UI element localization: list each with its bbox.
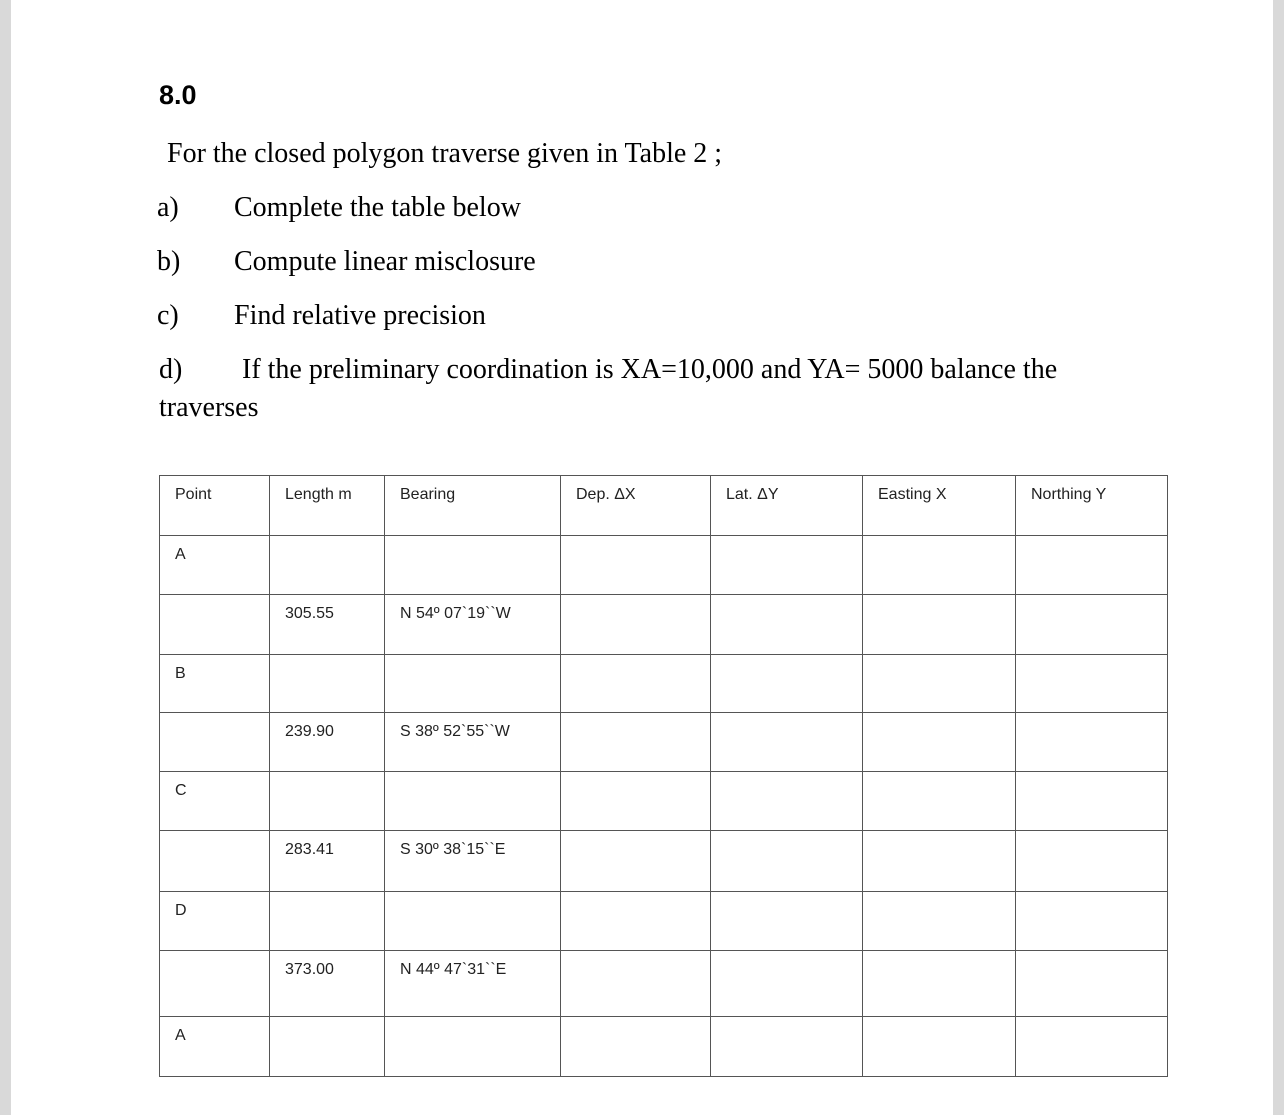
point-cell: A — [160, 536, 270, 595]
bearing-cell — [385, 655, 561, 713]
point-cell — [160, 951, 270, 1017]
easting-cell — [863, 892, 1016, 951]
item-a-label: a) — [157, 192, 179, 223]
bearing-cell — [385, 772, 561, 831]
easting-cell — [863, 655, 1016, 713]
intro-text: For the closed polygon traverse given in Table 2 ; — [167, 138, 723, 169]
item-a-text: Complete the table below — [234, 192, 521, 223]
length-cell — [270, 655, 385, 713]
point-cell — [160, 831, 270, 892]
length-cell: 373.00 — [270, 951, 385, 1017]
table-row — [160, 713, 1168, 772]
header-bearing: Bearing — [385, 476, 561, 536]
traverse-table — [159, 475, 1168, 1077]
northing-cell — [1016, 892, 1168, 951]
point-cell: D — [160, 892, 270, 951]
northing-cell — [1016, 831, 1168, 892]
length-cell — [270, 892, 385, 951]
item-c-text: Find relative precision — [234, 300, 486, 331]
latitude-cell — [711, 655, 863, 713]
item-d-continuation: traverses — [159, 392, 259, 423]
latitude-cell — [711, 951, 863, 1017]
table-row — [160, 536, 1168, 595]
point-cell: C — [160, 772, 270, 831]
easting-cell — [863, 536, 1016, 595]
header-northing: Northing Y — [1016, 476, 1168, 536]
length-cell: 305.55 — [270, 595, 385, 655]
departure-cell — [561, 536, 711, 595]
northing-cell — [1016, 1017, 1168, 1077]
table-row — [160, 772, 1168, 831]
easting-cell — [863, 1017, 1016, 1077]
point-cell — [160, 713, 270, 772]
length-cell: 239.90 — [270, 713, 385, 772]
latitude-cell — [711, 772, 863, 831]
header-point: Point — [160, 476, 270, 536]
item-d-label: d) — [159, 354, 183, 385]
bearing-cell — [385, 536, 561, 595]
northing-cell — [1016, 772, 1168, 831]
latitude-cell — [711, 713, 863, 772]
bearing-cell: N 44º 47`31``E — [385, 951, 561, 1017]
table-row — [160, 951, 1168, 1017]
northing-cell — [1016, 536, 1168, 595]
northing-cell — [1016, 655, 1168, 713]
latitude-cell — [711, 595, 863, 655]
table-row — [160, 1017, 1168, 1077]
point-cell: A — [160, 1017, 270, 1077]
length-cell — [270, 536, 385, 595]
table-row — [160, 595, 1168, 655]
item-b-label: b) — [157, 246, 181, 277]
header-length: Length m — [270, 476, 385, 536]
bearing-cell — [385, 1017, 561, 1077]
easting-cell — [863, 772, 1016, 831]
table-row — [160, 831, 1168, 892]
departure-cell — [561, 772, 711, 831]
northing-cell — [1016, 951, 1168, 1017]
length-cell — [270, 1017, 385, 1077]
easting-cell — [863, 831, 1016, 892]
departure-cell — [561, 655, 711, 713]
bearing-cell — [385, 892, 561, 951]
length-cell: 283.41 — [270, 831, 385, 892]
departure-cell — [561, 951, 711, 1017]
item-b-text: Compute linear misclosure — [234, 246, 536, 277]
latitude-cell — [711, 831, 863, 892]
table-row — [160, 892, 1168, 951]
document-page — [11, 0, 1273, 1115]
header-departure: Dep. ΔX — [561, 476, 711, 536]
departure-cell — [561, 892, 711, 951]
header-latitude: Lat. ΔY — [711, 476, 863, 536]
northing-cell — [1016, 713, 1168, 772]
section-heading: 8.0 — [159, 80, 197, 110]
point-cell — [160, 595, 270, 655]
latitude-cell — [711, 536, 863, 595]
departure-cell — [561, 1017, 711, 1077]
easting-cell — [863, 713, 1016, 772]
latitude-cell — [711, 1017, 863, 1077]
bearing-cell: S 30º 38`15``E — [385, 831, 561, 892]
item-d-text: If the preliminary coordination is XA=10,000 and YA= 5000 balance the — [242, 354, 1058, 385]
length-cell — [270, 772, 385, 831]
bearing-cell: N 54º 07`19``W — [385, 595, 561, 655]
header-easting: Easting X — [863, 476, 1016, 536]
easting-cell — [863, 951, 1016, 1017]
northing-cell — [1016, 595, 1168, 655]
departure-cell — [561, 595, 711, 655]
bearing-cell: S 38º 52`55``W — [385, 713, 561, 772]
latitude-cell — [711, 892, 863, 951]
easting-cell — [863, 595, 1016, 655]
departure-cell — [561, 831, 711, 892]
table-row — [160, 655, 1168, 713]
point-cell: B — [160, 655, 270, 713]
departure-cell — [561, 713, 711, 772]
table-header-row — [160, 476, 1168, 536]
item-c-label: c) — [157, 300, 179, 331]
